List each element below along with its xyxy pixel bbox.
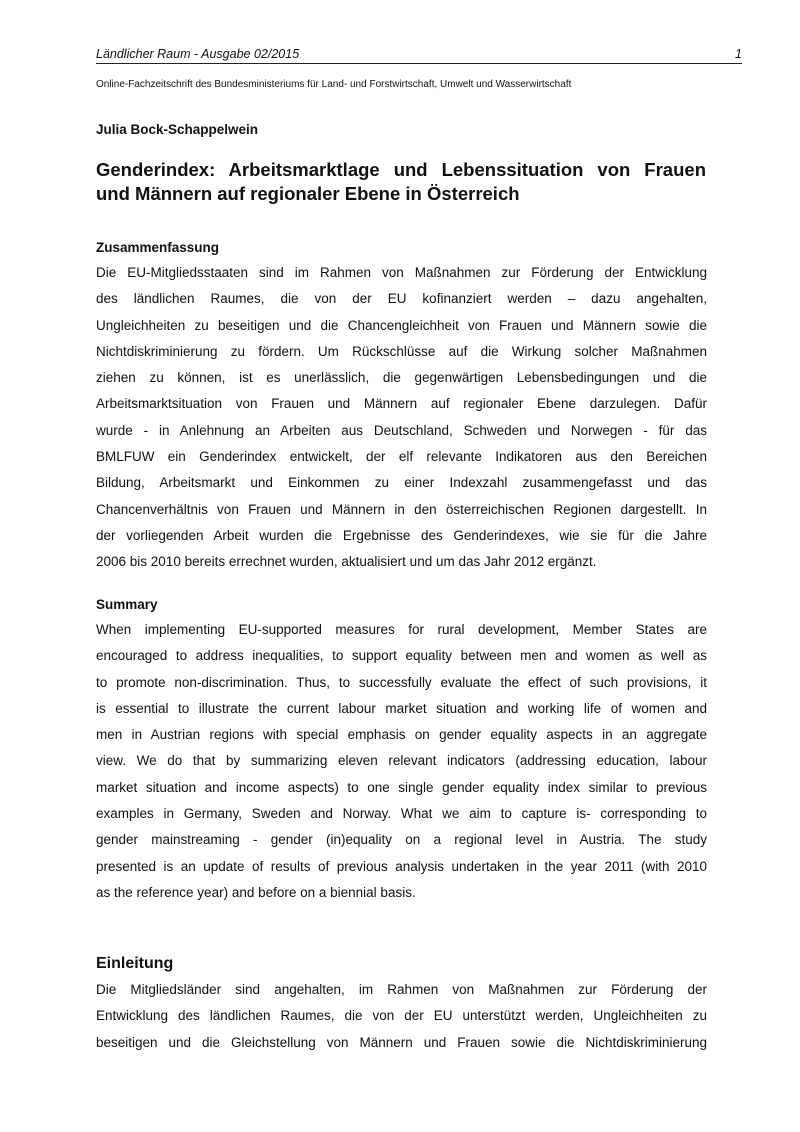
text-line: gender mainstreaming - gender (in)equality on a regional level in Austria. The study	[96, 832, 707, 848]
title-line: und Männern auf regionaler Ebene in Österreich	[96, 183, 520, 204]
text-line: When implementing EU-supported measures for rural development, Member States are	[96, 622, 707, 637]
running-header	[96, 46, 742, 64]
text-line: market situation and income aspects) to one single gender equality index similar to previous	[96, 779, 707, 795]
text-line: to promote non-discrimination. Thus, to successfully evaluate the effect of such provisions, it	[96, 674, 707, 690]
text-line: ziehen zu können, ist es unerlässlich, die gegenwärtigen Lebensbedingungen und die	[96, 370, 707, 386]
author-name: Julia Bock-Schappelwein	[96, 122, 259, 137]
text-line: der vorliegenden Arbeit wurden die Ergebnisse des Genderindexes, wie sie für die Jahre	[96, 527, 707, 543]
zusammenfassung-heading: Zusammenfassung	[96, 240, 220, 255]
text-line: 2006 bis 2010 bereits errechnet wurden, aktualisiert und um das Jahr 2012 ergänzt.	[96, 554, 597, 570]
title-line: Genderindex: Arbeitsmarktlage und Lebenssituation von Frauen	[96, 159, 706, 180]
text-line: men in Austrian regions with special emphasis on gender equality aspects in an aggregate	[96, 727, 707, 743]
einleitung-paragraph	[96, 977, 707, 1056]
page-number: 1	[735, 47, 742, 61]
text-line: Arbeitsmarktsituation von Frauen und Männern auf regionaler Ebene darzulegen. Dafür	[96, 396, 707, 412]
journal-title: Ländlicher Raum - Ausgabe 02/2015	[96, 47, 300, 61]
zusammenfassung-paragraph	[96, 260, 707, 576]
text-line: presented is an update of results of previous analysis undertaken in the year 2011 (with 2010	[96, 858, 707, 874]
journal-subtitle: Online-Fachzeitschrift des Bundesministeriums für Land- und Forstwirtschaft, Umwelt und Wasserwirtschaft	[96, 79, 572, 90]
einleitung-heading: Einleitung	[96, 955, 174, 972]
paper-title	[96, 158, 706, 206]
text-line: Ungleichheiten zu beseitigen und die Chancengleichheit von Frauen und Männern sowie die	[96, 317, 707, 333]
text-line: as the reference year) and before on a biennial basis.	[96, 884, 416, 900]
text-line: is essential to illustrate the current labour market situation and working life of women and	[96, 700, 707, 716]
text-line: Nichtdiskriminierung zu fördern. Um Rückschlüsse auf die Wirkung solcher Maßnahmen	[96, 343, 707, 359]
text-line: view. We do that by summarizing eleven relevant indicators (addressing education, labour	[96, 753, 707, 769]
text-line: Bildung, Arbeitsmarkt und Einkommen zu einer Indexzahl zusammengefasst und das	[96, 475, 707, 491]
summary-paragraph	[96, 617, 707, 906]
text-line: Die EU-Mitgliedsstaaten sind im Rahmen von Maßnahmen zur Förderung der Entwicklung	[96, 265, 707, 280]
text-line: Chancenverhältnis von Frauen und Männern in den österreichischen Regionen dargestellt. In	[96, 501, 707, 517]
text-line: examples in Germany, Sweden and Norway. What we aim to capture is- corresponding to	[96, 806, 707, 822]
text-line: beseitigen und die Gleichstellung von Männern und Frauen sowie die Nichtdiskriminierung	[96, 1034, 707, 1050]
text-line: wurde - in Anlehnung an Arbeiten aus Deutschland, Schweden und Norwegen - für das	[96, 422, 707, 438]
text-line: Entwicklung des ländlichen Raumes, die von der EU unterstützt werden, Ungleichheiten zu	[96, 1008, 707, 1024]
summary-heading: Summary	[96, 597, 158, 612]
text-line: Die Mitgliedsländer sind angehalten, im Rahmen von Maßnahmen zur Förderung der	[96, 982, 707, 997]
text-line: des ländlichen Raumes, die von der EU kofinanziert werden – dazu angehalten,	[96, 291, 707, 307]
text-line: encouraged to address inequalities, to support equality between men and women as well as	[96, 648, 707, 664]
text-line: BMLFUW ein Genderindex entwickelt, der elf relevante Indikatoren aus den Bereichen	[96, 449, 707, 465]
